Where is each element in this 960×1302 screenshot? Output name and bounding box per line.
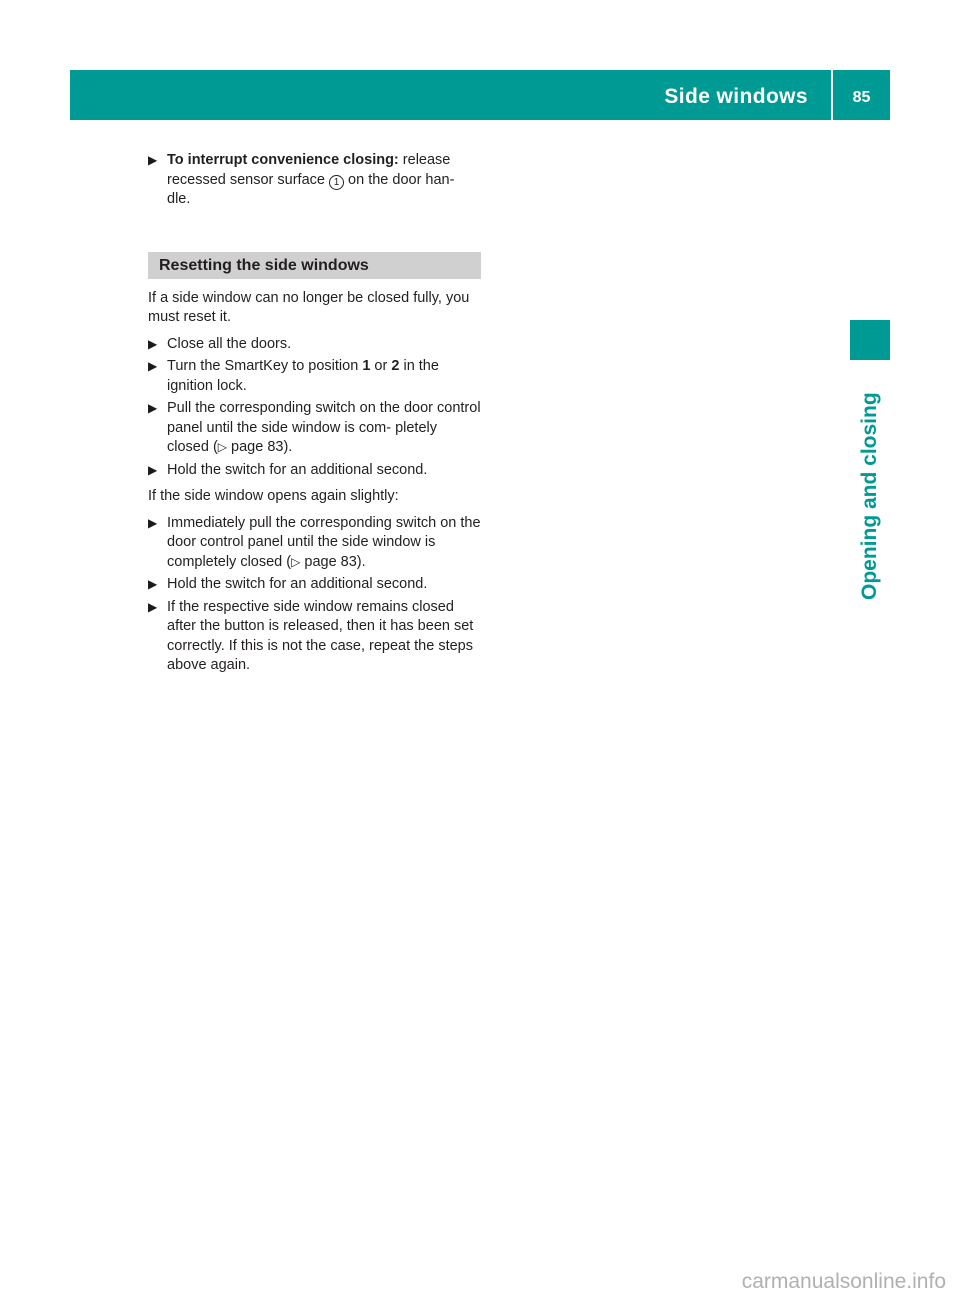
step-item [148, 461, 481, 481]
step-text: on the door han- dle. [167, 171, 455, 207]
step-arrow-icon: ▶ [148, 401, 158, 415]
step-item [148, 357, 481, 396]
step-bold-label: To interrupt convenience closing: [167, 152, 399, 168]
section-heading: Resetting the side windows [148, 252, 481, 279]
page-reference-link[interactable]: page 83 [304, 553, 357, 570]
step-item [148, 399, 481, 458]
page-number: 85 [852, 89, 871, 106]
step-arrow-icon: ▶ [148, 577, 158, 591]
step-item [148, 335, 481, 355]
step-item [148, 575, 481, 595]
position-value: 1 [362, 358, 371, 374]
step-item [148, 598, 481, 676]
watermark: carmanualsonline.info [741, 1270, 946, 1293]
side-section-label: Opening and closing [858, 392, 881, 600]
step-arrow-icon: ▶ [148, 336, 158, 351]
step-arrow-icon: ▶ [148, 515, 158, 530]
step-text: ). [356, 553, 366, 570]
intro-step [148, 151, 481, 210]
step-text: Hold the switch for an additional second. [167, 576, 428, 592]
header-bar [70, 70, 890, 120]
page-reference-link[interactable]: page 83 [231, 439, 284, 455]
callout-number-icon: 1 [329, 175, 344, 190]
step-item [148, 514, 481, 573]
step-text: release recessed sensor surface [167, 152, 451, 188]
page-reference-icon: ▷ [291, 554, 301, 569]
condition-text: If the side window opens again slightly: [148, 488, 399, 504]
step-arrow-icon: ▶ [148, 462, 158, 477]
header-title: Side windows [664, 85, 808, 108]
step-text: in the ignition lock. [167, 358, 439, 394]
step-arrow-icon: ▶ [148, 153, 158, 167]
side-tab-marker [850, 320, 890, 360]
section-intro: If a side window can no longer be closed fully, you must reset it. [148, 289, 470, 325]
step-text: If the respective side window remains closed after the button is released, then it has been set correctly. If this is not the case, repeat the steps above again. [167, 598, 474, 673]
step-text: Pull the corresponding switch on the door control panel until the side window is com- pletely closed ( [167, 400, 481, 455]
step-arrow-icon: ▶ [148, 359, 158, 373]
step-text: Hold the switch for an additional second. [167, 461, 428, 478]
step-text: or [374, 358, 388, 374]
step-text: Close all the doors. [167, 335, 292, 352]
step-text: ). [283, 439, 293, 455]
step-arrow-icon: ▶ [148, 599, 158, 614]
page-content [148, 151, 481, 679]
step-text: Immediately pull the corresponding switch on the door control panel until the side window is completely closed ( [167, 514, 481, 570]
position-value: 2 [391, 358, 400, 374]
step-text: Turn the SmartKey to position [167, 358, 359, 374]
page-reference-icon: ▷ [217, 440, 228, 454]
